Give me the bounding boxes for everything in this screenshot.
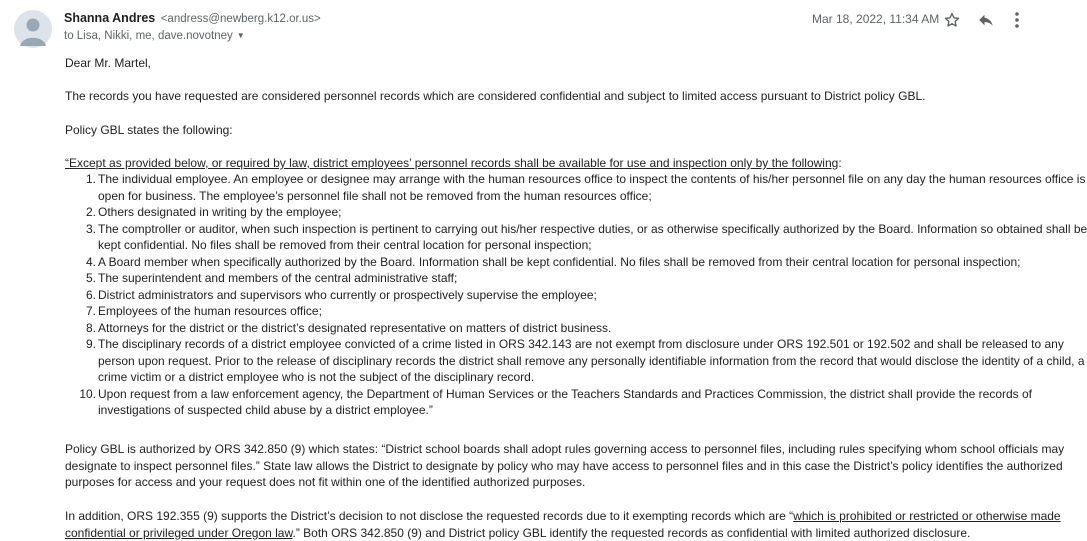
- list-item-line: person upon request. Prior to the release of disciplinary records the district shall remove any personally identifiable information from the record that would disclose the identity of a child, a: [98, 353, 1025, 370]
- list-item-line: Upon request from a law enforcement agency, the Department of Human Services or the Teachers Standards and Practices Commission, the district shall provide the records of: [98, 386, 1025, 403]
- list-item-line: Attorneys for the district or the district’s designated representative on matters of district business.: [98, 320, 1025, 337]
- policy-list-item: [65, 320, 1025, 337]
- star-icon[interactable]: [941, 9, 963, 31]
- quoted-law-text-cont: confidential or privileged under Oregon law: [65, 526, 292, 540]
- policy-list-item: [65, 386, 1025, 419]
- more-vert-icon[interactable]: [1010, 9, 1024, 31]
- list-item-line: A Board member when specifically authorized by the Board. Information shall be kept confidential. No files shall be removed from their central location for personal inspection;: [98, 254, 1025, 271]
- policy-list-item: [65, 254, 1025, 271]
- paragraph-addition-line1: In addition, ORS 192.355 (9) supports the District’s decision to not disclose the requested records due to it exempting records which are “which is prohibited or restricted or otherwise made: [65, 508, 1061, 525]
- paragraph-addition-line2: confidential or privileged under Oregon law.” Both ORS 342.850 (9) and District policy GBL identify the requested records as confidential with limited authorized disclosure.: [65, 525, 970, 541]
- quoted-law-text: which is prohibited or restricted or otherwise made: [793, 509, 1060, 523]
- recipients-text: to Lisa, Nikki, me, dave.novotney: [64, 30, 233, 42]
- list-item-line: kept confidential. No files shall be removed from their central location for personal inspection;: [98, 237, 1025, 254]
- list-item-line: Others designated in writing by the employee;: [98, 204, 1025, 221]
- list-item-number: 3.: [76, 221, 96, 238]
- policy-quote-lead: “Except as provided below, or required by law, district employees’ personnel records shall be available for use and inspection only by the following:: [65, 155, 842, 172]
- policy-list-item: [65, 270, 1025, 287]
- list-item-number: 5.: [76, 270, 96, 287]
- list-item-line: open for business. The employee’s personnel file shall not be removed from the human resources office;: [98, 188, 1025, 205]
- paragraph-records: The records you have requested are considered personnel records which are considered confidential and subject to limited access pursuant to District policy GBL.: [65, 88, 925, 105]
- sender-line: [64, 11, 321, 25]
- list-item-line: Employees of the human resources office;: [98, 303, 1025, 320]
- policy-list: [65, 171, 1025, 419]
- policy-list-item: [65, 287, 1025, 304]
- policy-list-item: [65, 336, 1025, 386]
- paragraph-ors-line1: Policy GBL is authorized by ORS 342.850 (9) which states: “District school boards shall adopt rules governing access to personnel files, including rules specifying whom school officials may: [65, 441, 1064, 458]
- list-item-number: 9.: [76, 336, 96, 353]
- policy-list-item: [65, 171, 1025, 204]
- list-item-number: 8.: [76, 320, 96, 337]
- paragraph-policy-intro: Policy GBL states the following:: [65, 122, 233, 139]
- sender-name[interactable]: Shanna Andres: [64, 11, 155, 25]
- paragraph-ors-line2: designate to inspect personnel files.” State law allows the District to designate by policy who may have access to personnel files and in this case the District’s policy identifies the authorized: [65, 458, 1063, 475]
- avatar-icon[interactable]: [14, 10, 52, 48]
- email-date: Mar 18, 2022, 11:34 AM: [812, 12, 939, 26]
- list-item-line: The individual employee. An employee or designee may arrange with the human resources office to inspect the contents of his/her personnel file on any day the human resources office is: [98, 171, 1025, 188]
- policy-list-item: [65, 204, 1025, 221]
- policy-list-item: [65, 303, 1025, 320]
- sender-email: <andress@newberg.k12.or.us>: [161, 13, 321, 25]
- list-item-number: 10.: [76, 386, 96, 403]
- list-item-number: 6.: [76, 287, 96, 304]
- recipients-line[interactable]: [64, 30, 245, 42]
- list-item-number: 4.: [76, 254, 96, 271]
- list-item-number: 7.: [76, 303, 96, 320]
- list-item-number: 2.: [76, 204, 96, 221]
- reply-icon[interactable]: [975, 9, 997, 31]
- list-item-line: The comptroller or auditor, when such inspection is pertinent to carrying out his/her respective duties, or as otherwise specifically authorized by the Board. Information so obtained shall be: [98, 221, 1025, 238]
- paragraph-ors-line3: purposes for access and your request does not fit within one of the identified authorized purposes.: [65, 474, 585, 491]
- greeting: Dear Mr. Martel,: [65, 55, 151, 72]
- list-item-line: The disciplinary records of a district employee convicted of a crime listed in ORS 342.143 are not exempt from disclosure under ORS 192.501 or 192.502 and shall be released to any: [98, 336, 1025, 353]
- list-item-number: 1.: [76, 171, 96, 188]
- policy-list-item: [65, 221, 1025, 254]
- list-item-line: District administrators and supervisors who currently or prospectively supervise the employee;: [98, 287, 1025, 304]
- list-item-line: The superintendent and members of the central administrative staff;: [98, 270, 1025, 287]
- chevron-down-icon[interactable]: ▼: [237, 31, 245, 40]
- list-item-line: crime victim or a district employee who is not the subject of the disciplinary record.: [98, 369, 1025, 386]
- list-item-line: investigations of suspected child abuse by a district employee.”: [98, 402, 1025, 419]
